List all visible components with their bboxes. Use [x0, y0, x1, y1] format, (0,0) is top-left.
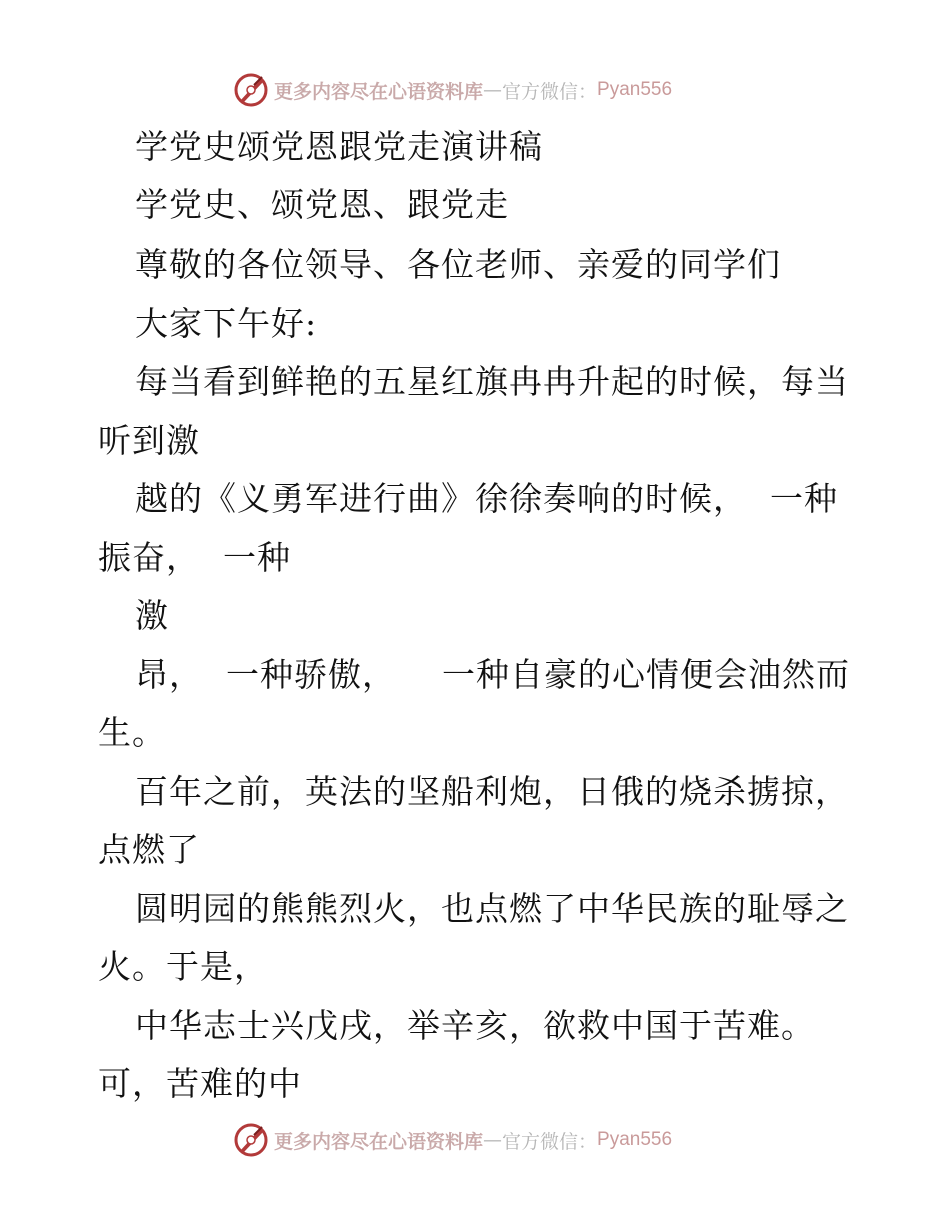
watermark-wechat-label: 官方微信： [502, 1130, 598, 1153]
document-line: 昂， 一种骄傲， 一种自豪的心情便会油然而 [135, 655, 850, 694]
document-line: 越的《义勇军进行曲》徐徐奏响的时候， 一种 [135, 479, 838, 518]
watermark-separator: — [483, 1129, 503, 1151]
document-line: 中华志士兴戊戌，举辛亥，欲救中国于苦难。 [135, 1006, 815, 1045]
document-greeting: 大家下午好: [135, 304, 318, 343]
watermark-banner-bottom [232, 1120, 672, 1160]
document-title: 学党史颂党恩跟党走演讲稿 [135, 127, 543, 166]
document-line: 听到激 [98, 421, 200, 460]
watermark-separator: — [483, 79, 503, 101]
document-subtitle: 学党史、颂党恩、跟党走 [135, 185, 509, 224]
document-line: 百年之前，英法的坚船利炮，日俄的烧杀掳掠， [135, 772, 849, 811]
document-line: 生。 [98, 713, 166, 752]
document-line: 圆明园的熊熊烈火，也点燃了中华民族的耻辱之 [135, 889, 849, 928]
document-line: 可，苦难的中 [98, 1064, 302, 1103]
document-line: 振奋， 一种 [98, 538, 291, 577]
document-line: 每当看到鲜艳的五星红旗冉冉升起的时候，每当 [135, 362, 849, 401]
document-line: 激 [135, 596, 169, 635]
watermark-wechat-label: 官方微信： [502, 80, 598, 103]
document-line: 火。于是， [98, 947, 268, 986]
document-salutation: 尊敬的各位领导、各位老师、亲爱的同学们 [135, 245, 781, 284]
watermark-wechat-id: Pyan556 [597, 79, 673, 100]
watermark-main-text: 更多内容尽在心语资料库 [274, 1130, 484, 1153]
quill-circle-logo-icon [232, 71, 270, 109]
watermark-main-text: 更多内容尽在心语资料库 [274, 80, 484, 103]
quill-circle-logo-icon [232, 1121, 270, 1159]
watermark-wechat-id: Pyan556 [597, 1129, 673, 1150]
document-line: 点燃了 [98, 830, 200, 869]
watermark-banner-top [232, 70, 672, 110]
